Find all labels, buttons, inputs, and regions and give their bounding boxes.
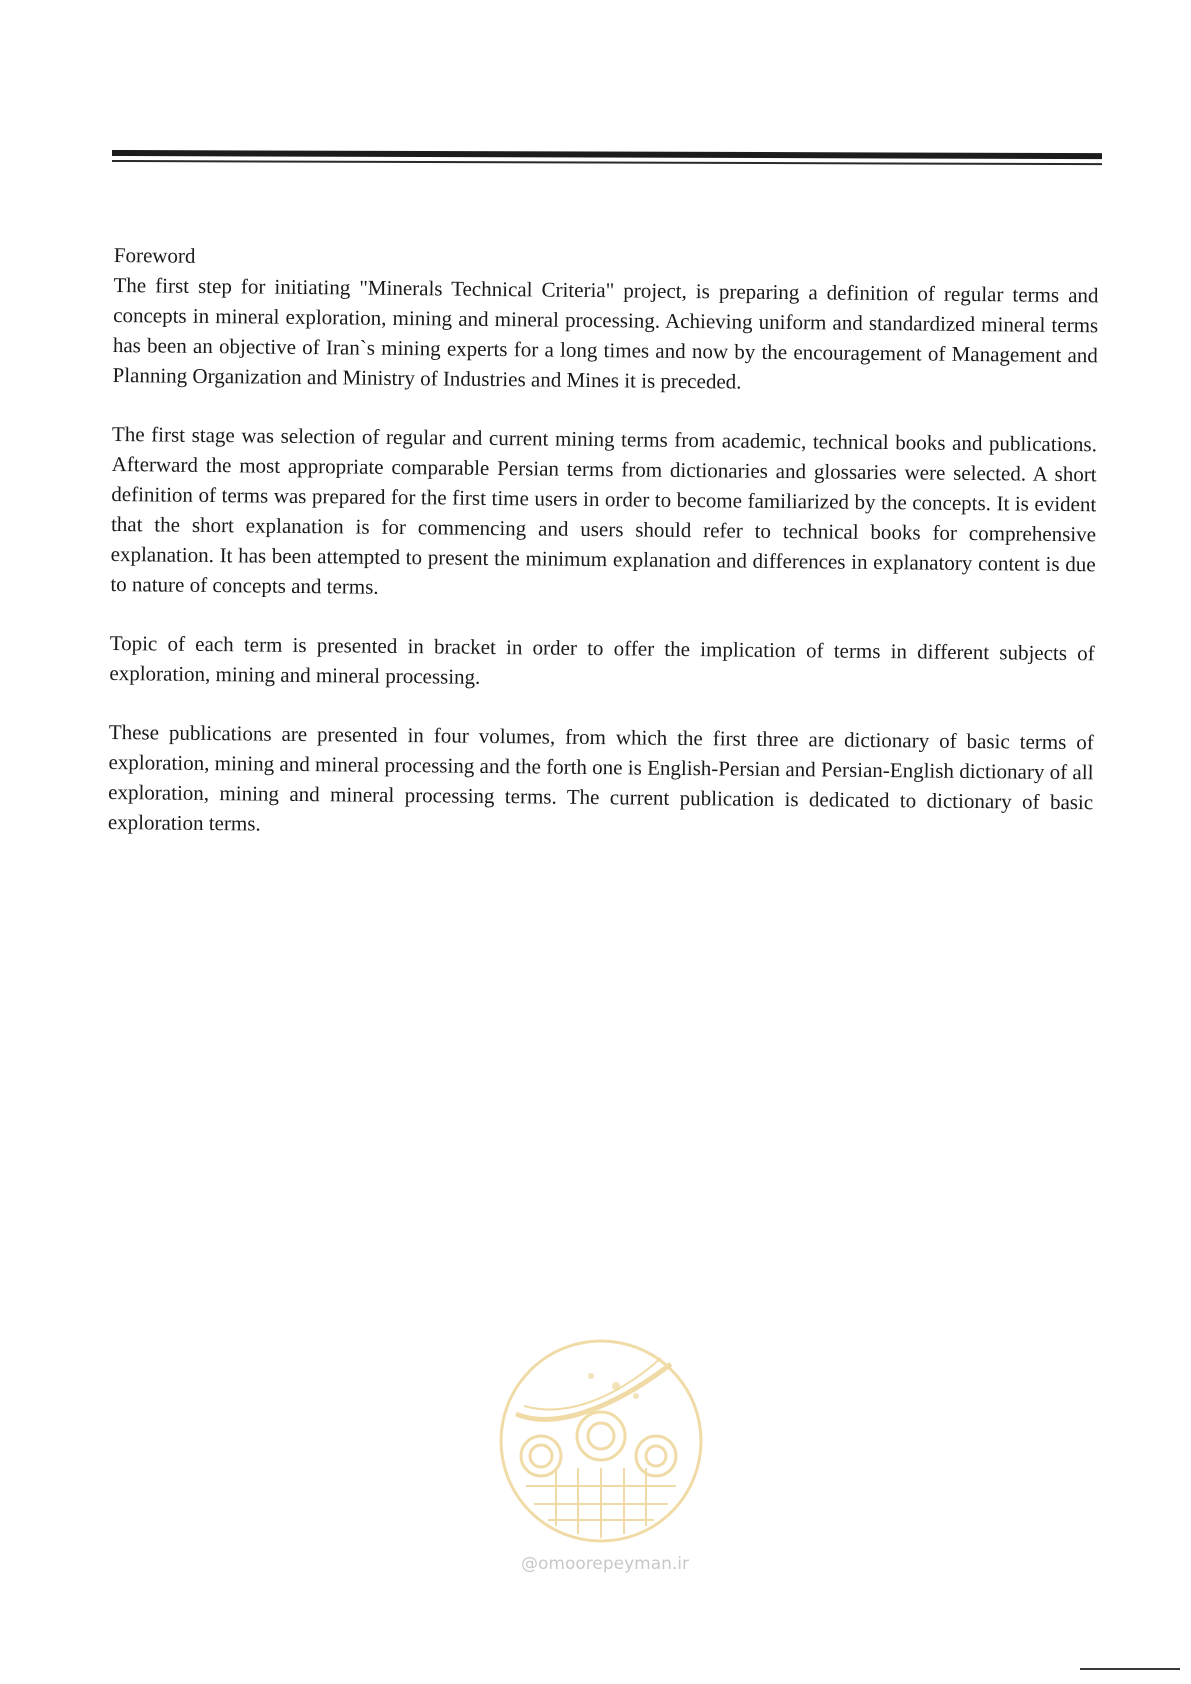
scan-edge-mark — [1080, 1668, 1180, 1670]
foreword-section — [107, 240, 1099, 876]
foreword-heading: Foreword — [113, 242, 196, 268]
watermark-url: @omoorepeyman.ir — [520, 1554, 690, 1574]
paragraph-volumes: These publications are presented in four volumes, from which the first three are dictionary of basic terms of exploration, mining and mineral processing and the forth one is English-Persian and Persian-English dictionary of all exploration, mining and mineral processing terms. The current publication is dedicated to dictionary of basic exploration terms. — [107, 719, 1094, 836]
watermark-seal-icon — [496, 1336, 706, 1546]
paragraph-topics: Topic of each term is presented in bracket in order to offer the implication of terms in different subjects of exploration, mining and mineral processing. — [109, 630, 1095, 689]
paragraph-intro: The first step for initiating "Minerals Technical Criteria" project, is preparing a definition of regular terms and concepts in mineral exploration, mining and mineral processing. Achieving uniform and standardized mineral terms has been an objective of Iran`s mining experts for a long times and now by the encouragement of Management and Planning Organization and Ministry of Industries and Mines it is preceded. — [112, 272, 1099, 394]
header-rule-thin — [112, 160, 1102, 165]
header-rule-thick — [112, 150, 1102, 159]
paragraph-stages: The first stage was selection of regular and current mining terms from academic, technical books and publications. Afterward the most appropriate comparable Persian terms from dictionaries and glossaries were selected. A short definition of terms was prepared for the first time users in order to become familiarized by the concepts. It is evident that the short explanation is for commencing and users should refer to technical books for comprehensive explanation. It has been attempted to present the minimum explanation and differences in explanatory content is due to nature of concepts and terms. — [110, 421, 1098, 599]
